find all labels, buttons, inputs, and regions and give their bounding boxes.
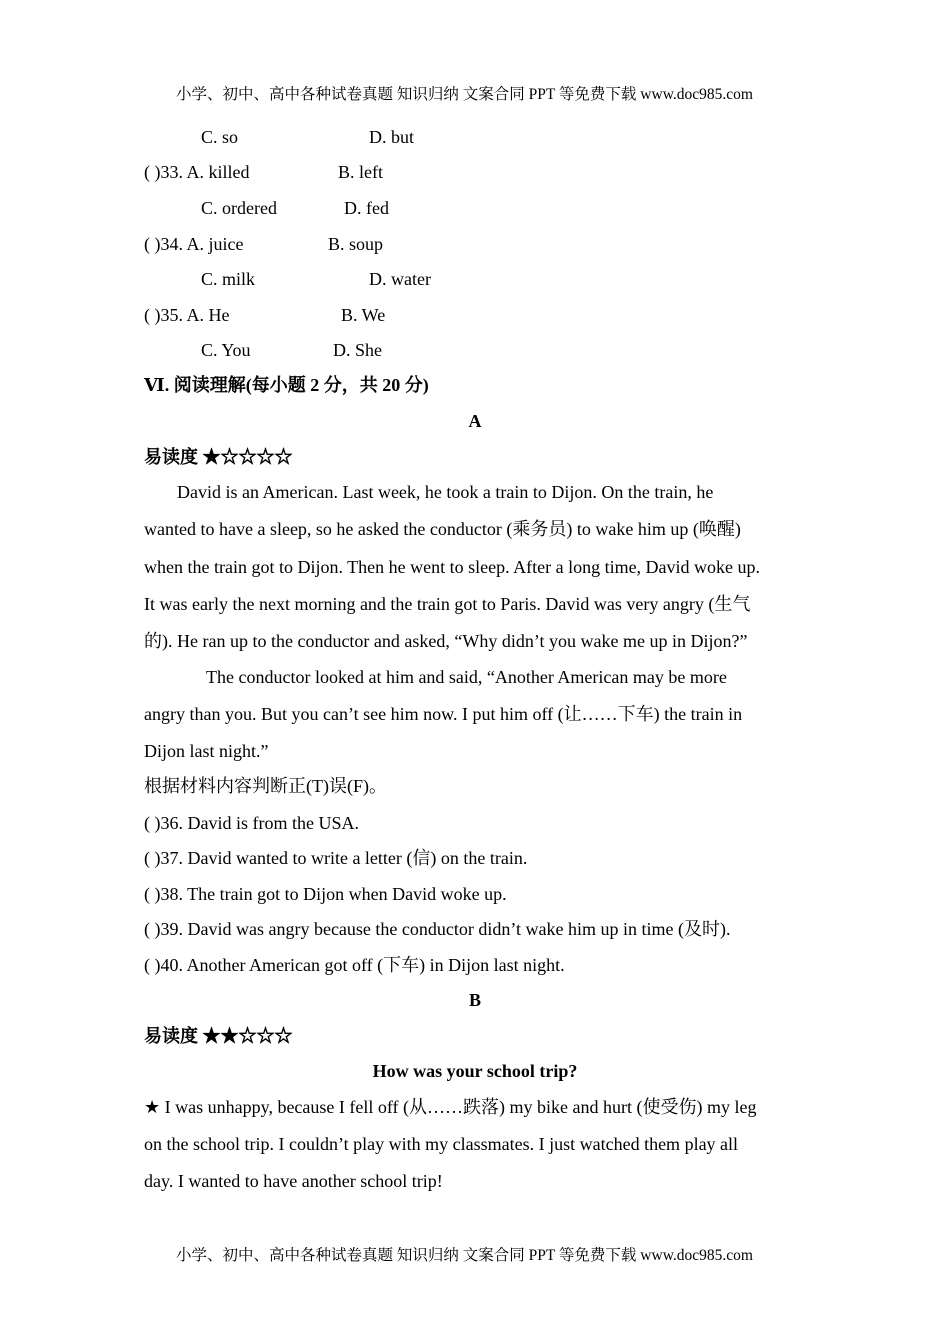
passage-a-label: A [468, 411, 482, 431]
option-33c: C. ordered [201, 198, 277, 218]
option-33b: B. left [338, 162, 383, 182]
passage-a-difficulty: 易读度 ★☆☆☆☆ [144, 447, 293, 467]
option-33d: D. fed [344, 198, 389, 218]
question-35: ( )35. A. He [144, 305, 230, 325]
option-34c: C. milk [201, 269, 256, 289]
option-35c: C. You [201, 340, 251, 360]
passage-a-line: when the train got to Dijon. Then he went to sleep. After a long time, David woke up. [144, 557, 761, 577]
passage-a-line: The conductor looked at him and said, “Another American may be more [206, 667, 727, 687]
question-38: ( )38. The train got to Dijon when David woke up. [144, 884, 507, 904]
option-35b: B. We [341, 305, 386, 325]
passage-b-difficulty: 易读度 ★★☆☆☆ [144, 1026, 293, 1046]
page-footer: 小学、初中、高中各种试卷真题 知识归纳 文案合同 PPT 等免费下载 www.doc985.com [176, 1247, 753, 1264]
passage-b-line: day. I wanted to have another school trip! [144, 1171, 443, 1191]
passage-a-line: It was early the next morning and the train got to Paris. David was very angry (生气 [144, 594, 751, 614]
option-35d: D. She [333, 340, 382, 360]
section-title: Ⅵ. 阅读理解(每小题 2 分，共 20 分) [144, 375, 429, 395]
passage-a-line: David is an American. Last week, he took a train to Dijon. On the train, he [177, 482, 714, 502]
question-37: ( )37. David wanted to write a letter (信) on the train. [144, 848, 528, 868]
passage-b-title: How was your school trip? [372, 1061, 578, 1081]
question-34: ( )34. A. juice [144, 234, 244, 254]
passage-a-line: wanted to have a sleep, so he asked the conductor (乘务员) to wake him up (唤醒) [144, 519, 741, 539]
passage-a-line: angry than you. But you can’t see him now. I put him off (让……下车) the train in [144, 704, 743, 724]
page-header: 小学、初中、高中各种试卷真题 知识归纳 文案合同 PPT 等免费下载 www.doc985.com [176, 86, 753, 103]
passage-b-line: on the school trip. I couldn’t play with my classmates. I just watched them play all [144, 1134, 739, 1154]
option-34d: D. water [369, 269, 431, 289]
passage-a-line: Dijon last night.” [144, 741, 269, 761]
option-32d: D. but [369, 127, 414, 147]
question-33: ( )33. A. killed [144, 162, 250, 182]
option-34b: B. soup [328, 234, 384, 254]
question-39: ( )39. David was angry because the conductor didn’t wake him up in time (及时). [144, 919, 731, 939]
instruction: 根据材料内容判断正(T)误(F)。 [144, 776, 387, 796]
question-40: ( )40. Another American got off (下车) in Dijon last night. [144, 955, 565, 975]
passage-b-label: B [468, 990, 481, 1010]
question-36: ( )36. David is from the USA. [144, 813, 359, 833]
option-32c: C. so [201, 127, 239, 147]
passage-b-line: ★ I was unhappy, because I fell off (从……跌落) my bike and hurt (使受伤) my leg [144, 1097, 757, 1117]
passage-a-line: 的). He ran up to the conductor and asked, “Why didn’t you wake me up in Dijon?” [144, 631, 748, 651]
